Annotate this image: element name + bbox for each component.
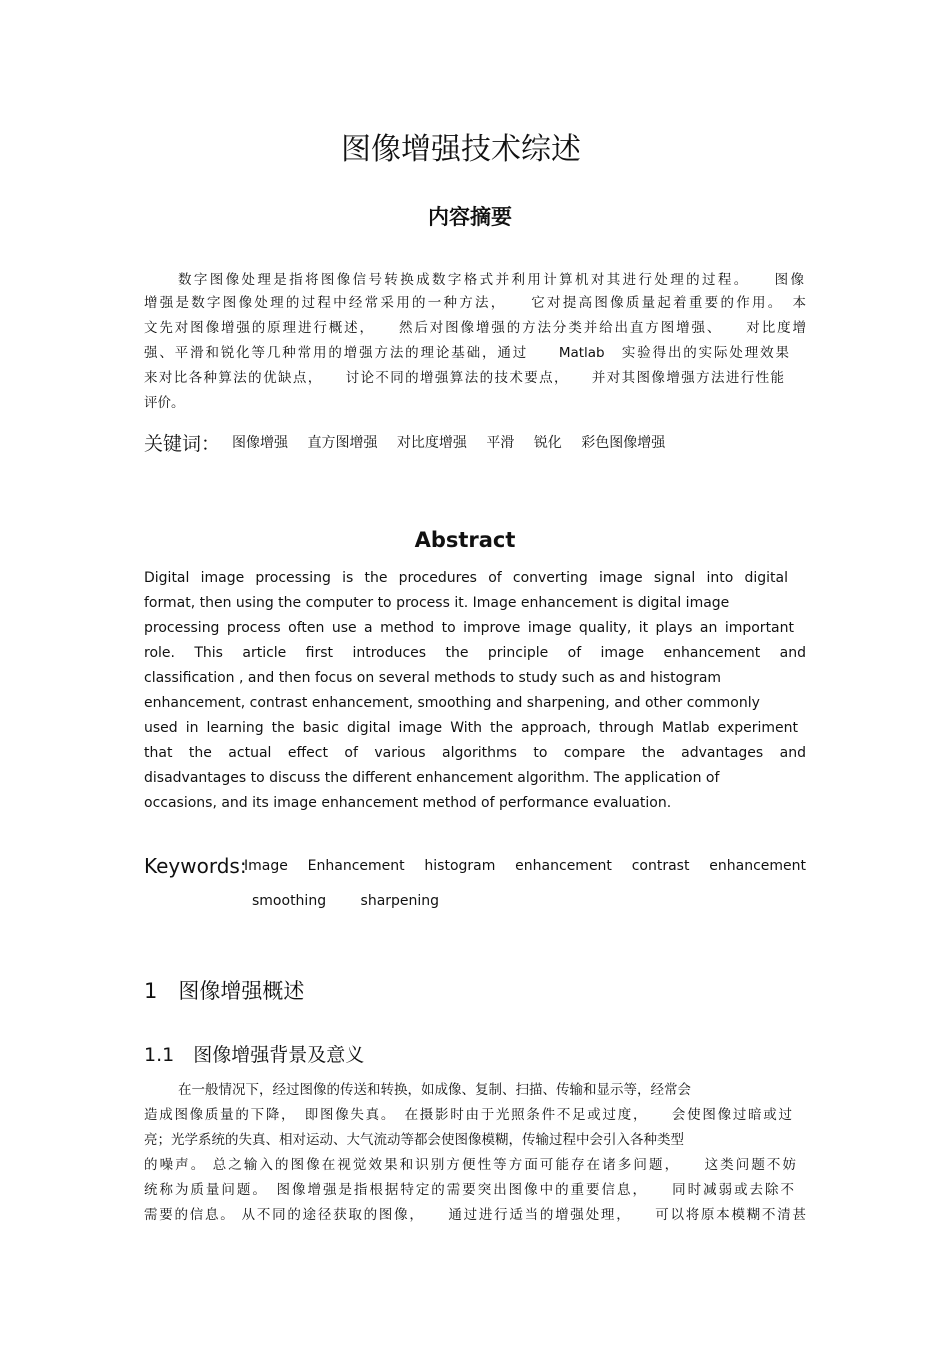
- subsection-heading: 1.1 图像增强背景及意义: [144, 1044, 365, 1066]
- abstract-line: disadvantages to discuss the different enhancement algorithm. The application of: [144, 770, 720, 786]
- abstract-line: processing process often use a method to improve image quality, it plays an important: [144, 620, 794, 636]
- body-line: 统称为质量问题。 图像增强是指根据特定的需要突出图像中的重要信息， 同时减弱或去除不: [144, 1182, 794, 1198]
- keywords-cn-label: 关键词：: [144, 433, 221, 455]
- abstract-heading: Abstract: [414, 528, 516, 552]
- abstract-line: used in learning the basic digital image With the approach, through Matlab experiment: [144, 720, 798, 736]
- body-line: 亮；光学系统的失真、相对运动、大气流动等都会使图像模糊，传输过程中会引入各种类型: [144, 1132, 684, 1148]
- document-title: 图像增强技术综述: [341, 132, 581, 167]
- abstract-line: classification , and then focus on several methods to study such as and histogram: [144, 670, 722, 686]
- summary-line: 评价。: [144, 395, 185, 411]
- keywords-en-label: Keywords:: [144, 854, 247, 878]
- keyword-en: sharpening: [360, 893, 440, 909]
- summary-line: 数字图像处理是指将图像信号转换成数字格式并利用计算机对其进行处理的过程。 图像: [178, 272, 804, 288]
- keyword-cn: 对比度增强: [396, 435, 467, 451]
- summary-line: 来对比各种算法的优缺点， 讨论不同的增强算法的技术要点， 并对其图像增强方法进行性能: [144, 370, 784, 386]
- keyword-cn: 锐化: [533, 435, 562, 451]
- keywords-en-line: [252, 893, 469, 909]
- abstract-line: that the actual effect of various algorithms to compare the advantages and: [144, 745, 806, 761]
- summary-line: 强、平滑和锐化等几种常用的增强方法的理论基础，通过 Matlab 实验得出的实际处理效果: [144, 345, 789, 361]
- body-line: 需要的信息。 从不同的途径获取的图像， 通过进行适当的增强处理， 可以将原本模糊不清甚: [144, 1207, 806, 1223]
- abstract-line: Digital image processing is the procedures of converting image signal into digital: [144, 570, 788, 586]
- keyword-cn: 直方图增强: [307, 435, 378, 451]
- body-line: 造成图像质量的下降， 即图像失真。 在摄影时由于光照条件不足或过度， 会使图像过暗或过: [144, 1107, 792, 1123]
- body-line: 的噪声。 总之输入的图像在视觉效果和识别方便性等方面可能存在诸多问题， 这类问题不妨: [144, 1157, 796, 1173]
- keyword-cn: 彩色图像增强: [581, 435, 666, 451]
- keyword-cn: 平滑: [486, 435, 515, 451]
- body-line: 在一般情况下，经过图像的传送和转换，如成像、复制、扫描、传输和显示等，经常会: [178, 1082, 691, 1098]
- abstract-line: occasions, and its image enhancement method of performance evaluation.: [144, 795, 672, 811]
- abstract-line: role. This article first introduces the principle of image enhancement and: [144, 645, 806, 661]
- keywords-en-line: Image Enhancement histogram enhancement contrast enhancement: [244, 858, 806, 874]
- summary-line: 文先对图像增强的原理进行概述， 然后对图像增强的方法分类并给出直方图增强、 对比度增: [144, 320, 806, 336]
- section-heading: 1 图像增强概述: [144, 979, 305, 1003]
- summary-heading: 内容摘要: [428, 205, 512, 229]
- abstract-line: format, then using the computer to process it. Image enhancement is digital image: [144, 595, 730, 611]
- keyword-cn: 图像增强: [232, 435, 288, 451]
- keywords-cn-list: [232, 432, 680, 452]
- summary-line: 增强是数字图像处理的过程中经常采用的一种方法， 它对提高图像质量起着重要的作用。 本: [144, 295, 806, 311]
- abstract-line: enhancement, contrast enhancement, smoothing and sharpening, and other commonly: [144, 695, 760, 711]
- keyword-en: smoothing: [252, 893, 327, 909]
